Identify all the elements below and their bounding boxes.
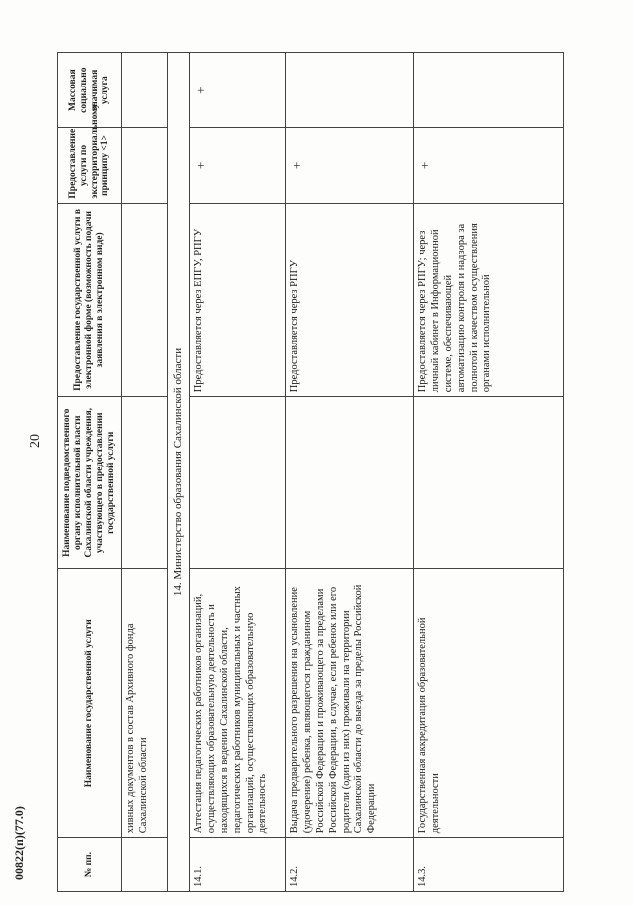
cell-mass xyxy=(286,53,414,128)
cell-num: 14.3. xyxy=(414,838,564,892)
header-num: № пп. xyxy=(58,838,122,892)
section-title: 14. Министерство образования Сахалинской области xyxy=(168,53,190,892)
cell-dept xyxy=(190,397,286,569)
header-extraterritorial: Предоставление услуги по экстерриториальному принципу <1> xyxy=(58,128,122,203)
services-table xyxy=(57,52,564,892)
table-row xyxy=(414,53,564,892)
cell-extraterritorial: + xyxy=(286,128,414,203)
cell-extraterritorial: + xyxy=(190,128,286,203)
page-number: 20 xyxy=(28,434,43,448)
cell-dept xyxy=(286,397,414,569)
cell-mass xyxy=(414,53,564,128)
cell-electronic: Предоставляется через РПГУ xyxy=(286,203,414,397)
table-row-continuation xyxy=(122,53,168,892)
table-row xyxy=(286,53,414,892)
cell-name: Государственная аккредитация образовательной деятельности xyxy=(414,569,564,838)
cell-num xyxy=(122,838,168,892)
header-electronic: Предоставление государственной услуги в электронной форме (возможность подачи заявления в электронном виде) xyxy=(58,203,122,397)
cell-num: 14.1. xyxy=(190,838,286,892)
header-name: Наименование государственной услуги xyxy=(58,569,122,838)
cell-electronic: Предоставляется через ЕПГУ, РПГУ xyxy=(190,203,286,397)
cell-name: Аттестация педагогических работников организаций, осуществляющих образовательную деятельность и находящихся в ведении Сахалинской области, педагогических работников муниципальных и частных организаций, осуществляющих образовательную деятельность xyxy=(190,569,286,838)
table-header-row xyxy=(58,53,122,892)
cell-extraterritorial xyxy=(122,128,168,203)
cell-electronic: Предоставляется через РПГУ; через личный кабинет в Информационной системе, обеспечивающей автоматизацию контроля и надзора за полнотой и качеством осуществления органами исполнительной xyxy=(414,203,564,397)
header-mass: Массовая социально значимая услуга xyxy=(58,53,122,128)
cell-extraterritorial: + xyxy=(414,128,564,203)
header-dept: Наименование подведомственного органу исполнительной власти Сахалинской области учреждения, участвующего в предоставлении государственной услуги xyxy=(58,397,122,569)
cell-name: Выдача предварительного разрешения на усыновление (удочерение) ребенка, являющегося гражданином Российской Федерации и проживающего за пределами Российской Федерации, в случае, если ребенок или его родители (один из них) проживали на территории Сахалинской области до выезда за пределы Российской Федерации xyxy=(286,569,414,838)
cell-dept xyxy=(122,397,168,569)
table-row xyxy=(190,53,286,892)
document-footer-code: 00822(п)(77.0) xyxy=(12,806,26,880)
rotated-table-container xyxy=(57,52,597,892)
cell-name: хивных документов в состав Архивного фонда Сахалинской области xyxy=(122,569,168,838)
cell-mass xyxy=(122,53,168,128)
section-title-row xyxy=(168,53,190,892)
cell-num: 14.2. xyxy=(286,838,414,892)
cell-electronic xyxy=(122,203,168,397)
cell-mass: + xyxy=(190,53,286,128)
cell-dept xyxy=(414,397,564,569)
